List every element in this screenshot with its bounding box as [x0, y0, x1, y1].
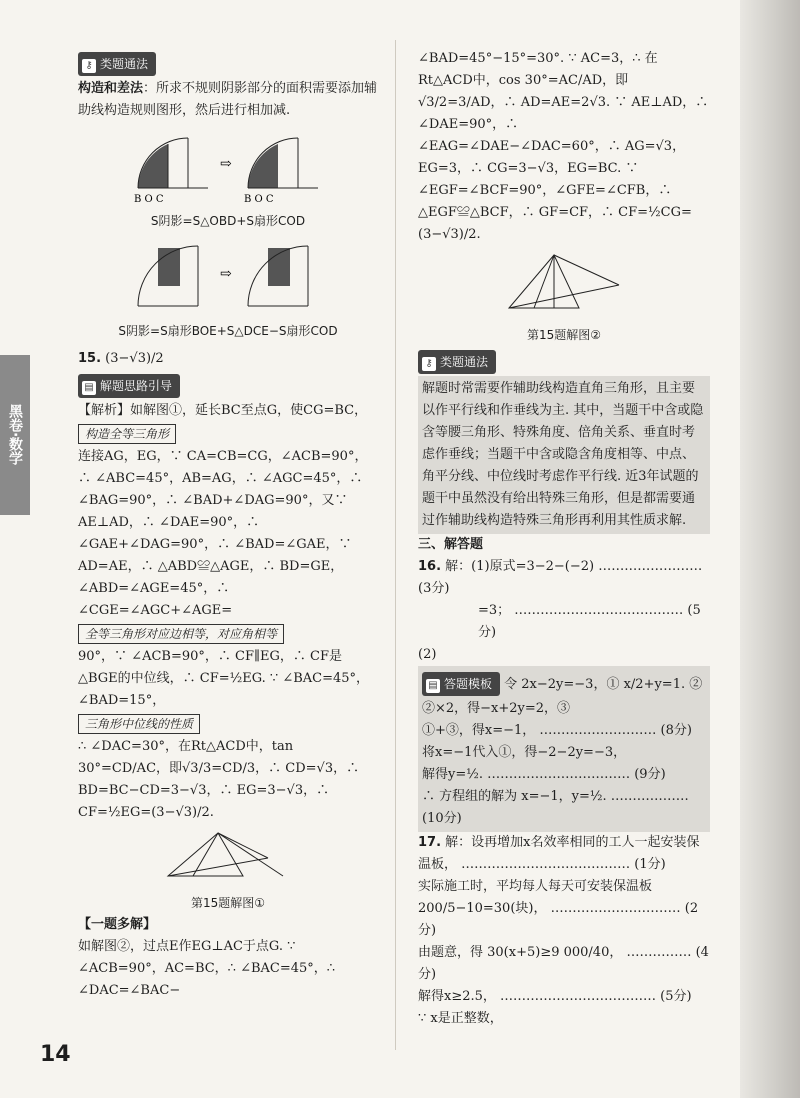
figure-15-solution-1 — [163, 828, 293, 888]
figure-caption-2: 第15题解图② — [526, 328, 602, 342]
book-icon: ▤ — [426, 679, 440, 693]
svg-text:B O C: B O C — [244, 194, 274, 205]
q16-line-8: ∴ 方程组的解为 x=−1，y=½. ……………… (10分) — [422, 789, 689, 826]
q17-line-2: 实际施工时，平均每人每天可安装保温板200/5−10=30(块)， ………………………… (2分) — [418, 879, 699, 938]
analysis-1: 【解析】如解图①，延长BC至点G，使CG=BC， — [78, 403, 368, 418]
q15-answer: 15. (3−√3)/2 — [78, 351, 164, 366]
note-1: 构造全等三角形 — [78, 424, 176, 444]
page-number: 14 — [40, 1042, 71, 1067]
method-tag: ⚷ 类题通法 — [78, 52, 156, 76]
analysis-4: ∴ ∠DAC=30°，在Rt△ACD中，tan 30°=CD/AC，即√3/3=CD/3，∴ CD=√3，∴ BD=BC−CD=3−√3，∴ EG=3−√3，∴ CF=½EG=(3−√3)/2. — [78, 739, 360, 820]
figure-shaded-sector-2 — [128, 236, 328, 316]
q16-line-3: (2) — [418, 647, 437, 662]
analysis-3: 90°，∵ ∠ACB=90°，∴ CF∥EG，∴ CF是△BGE的中位线，∴ CF=½EG. ∵ ∠BAC=45°，∠BAD=15°， — [78, 649, 370, 708]
multi-solution-text: 如解图②，过点E作EG⊥AC于点G. ∵ ∠ACB=90°，AC=BC，∴ ∠BAC=45°，∴ ∠DAC=∠BAC− — [78, 939, 336, 998]
q16-system: 令 2x−2y=−3，① x/2+y=1. ② — [504, 677, 703, 692]
svg-text:⇨: ⇨ — [220, 266, 232, 282]
left-column — [78, 48, 378, 1002]
right-text-1: ∠BAD=45°−15°=30°. ∵ AC=3，∴ 在Rt△ACD中，cos 30°=AC/AD，即√3/2=3/AD，∴ AD=AE=2√3. ∵ AE⊥AD，∴ ∠DAE=90°，∴ ∠EAG=∠DAE−∠DAC=60°，∴ AG=√3，EG=3，∴ CG=3−√3，EG=BC. ∵ ∠EGF=∠BCF=90°，∠GFE=∠CFB，∴ △EGF≌△BCF，∴ GF=CF，∴ CF=½CG=(3−√3)/2. — [418, 51, 709, 242]
q17-line-5: ∵ x是正整数， — [418, 1011, 503, 1026]
note-2: 全等三角形对应边相等，对应角相等 — [78, 624, 284, 644]
q16-line-2: =3； ………………………………… (5分) — [478, 603, 701, 640]
page-edge-shadow — [740, 0, 800, 1098]
q16-line-5: ①+③，得x=−1， ……………………… (8分) — [422, 723, 692, 738]
figure-caption-1: 第15题解图① — [190, 896, 266, 910]
svg-text:⇨: ⇨ — [220, 156, 232, 172]
q17-line-1: 17. 解：设再增加x名效率相同的工人一起安装保温板， ………………………………… (1分) — [418, 835, 700, 872]
note-3: 三角形中位线的性质 — [78, 714, 200, 734]
key-icon: ⚷ — [422, 357, 436, 371]
key-icon: ⚷ — [82, 59, 96, 73]
side-tab: 黑卷·数学 — [0, 355, 30, 515]
book-icon: ▤ — [82, 381, 96, 395]
analysis-2: 连接AG，EG，∵ CA=CB=CG，∠ACB=90°，∴ ∠ABC=45°，AB=AG，∴ ∠AGC=45°，∴ ∠BAG=90°，∴ ∠BAD+∠DAG=90°，又∵ AE⊥AD，∴ ∠DAE=90°，∴ ∠GAE+∠DAG=90°，∴ ∠BAD=∠GAE，∵ AD=AE，∴ △ABD≌△AGE，∴ BD=GE，∠ABD=∠AGE=45°，∴ ∠CGE=∠AGC+∠AGE= — [78, 449, 368, 618]
section-title: 三、解答题 — [418, 537, 484, 552]
figure-shaded-sector-1 — [128, 126, 328, 206]
formula-1: S阴影=S△OBD+S扇形COD — [150, 214, 306, 228]
q16-line-7: 解得y=½. …………………………… (9分) — [422, 767, 666, 782]
multi-solution-title: 【一题多解】 — [78, 917, 157, 932]
method-tag-2: ⚷ 类题通法 — [418, 350, 496, 374]
formula-2: S阴影=S扇形BOE+S△DCE−S扇形COD — [118, 324, 338, 338]
template-tag: ▤ 答题模板 — [422, 672, 500, 696]
svg-text:B O C: B O C — [134, 194, 164, 205]
answer-template-block — [418, 666, 710, 832]
method2-paragraph: 解题时常需要作辅助线构造直角三角形，且主要以作平行线和作垂线为主. 其中，当题干中含或隐含等腰三角形、特殊角度、倍角关系、垂直时考虑作垂线；当题干中含或隐含角度相等、中点、角平分线、中位线时考虑作平行线. 近3年试题的题干中虽然没有给出特殊三角形，但是都需要通过作辅助线构造特殊三角形再利用其性质求解. — [418, 376, 710, 534]
q16-line-6: 将x=−1代入①，得−2−2y=−3， — [422, 745, 627, 760]
right-column — [418, 48, 710, 1030]
q17-line-4: 解得x≥2.5， ……………………………… (5分) — [418, 989, 692, 1004]
q17-line-3: 由题意，得 30(x+5)≥9 000/40， …………… (4分) — [418, 945, 709, 982]
figure-15-solution-2 — [499, 250, 629, 320]
column-divider — [395, 40, 396, 1050]
q16-line-1: 16. 解：(1)原式=3−2−(−2) …………………… (3分) — [418, 559, 703, 596]
analysis-tag: ▤ 解题思路引导 — [78, 374, 180, 398]
method-paragraph: 构造和差法：所求不规则阴影部分的面积需要添加辅助线构造规则图形，然后进行相加减. — [78, 81, 378, 118]
q16-line-4: ②×2，得−x+2y=2，③ — [422, 701, 571, 716]
